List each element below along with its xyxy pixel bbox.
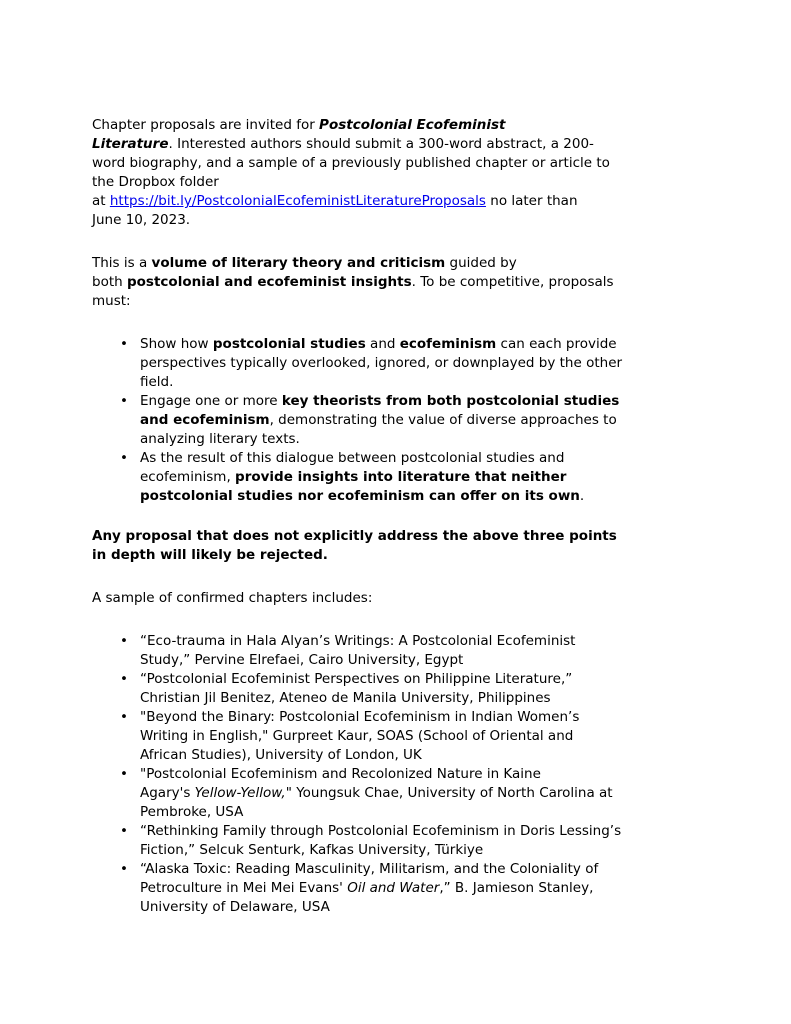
text-segment: Christian Jil Benitez, Ateneo de Manila University, Philippines <box>140 690 551 706</box>
chapters-list <box>92 632 737 917</box>
text-segment: Fiction,” Selcuk Senturk, Kafkas University, Türkiye <box>140 842 484 858</box>
dropbox-proposals-link[interactable]: https://bit.ly/PostcolonialEcofeministLiteratureProposals <box>109 193 486 209</box>
text-segment: ecofeminism <box>399 336 497 352</box>
text-segment: Chapter proposals are invited for <box>92 117 320 133</box>
text-segment: "Postcolonial Ecofeminism and Recolonized Nature in Kaine <box>140 766 541 782</box>
list-item <box>92 335 737 392</box>
text-segment: Postcolonial Ecofeminist <box>319 117 506 133</box>
warning-paragraph <box>92 527 737 565</box>
text-segment: word biography, and a sample of a previously published chapter or article to <box>92 155 610 171</box>
text-segment: Yellow-Yellow, <box>194 785 286 801</box>
text-segment: postcolonial studies nor ecofeminism can offer on its own <box>140 488 580 504</box>
list-item <box>92 765 737 822</box>
text-segment: Writing in English," Gurpreet Kaur, SOAS (School of Oriental and <box>140 728 574 744</box>
requirements-intro-paragraph <box>92 254 737 311</box>
text-segment: This is a <box>92 255 152 271</box>
text-segment: "Beyond the Binary: Postcolonial Ecofeminism in Indian Women’s <box>140 709 580 725</box>
list-item <box>92 449 737 506</box>
text-segment: key theorists from both postcolonial studies <box>281 393 620 409</box>
text-segment: field. <box>140 374 174 390</box>
list-item <box>92 670 737 708</box>
text-segment: Show how <box>140 336 213 352</box>
text-segment: ,” B. Jamieson Stanley, <box>439 880 594 896</box>
text-segment: June 10, 2023. <box>92 212 191 228</box>
text-segment: can each provide <box>496 336 617 352</box>
list-item <box>92 822 737 860</box>
text-segment: . <box>579 488 585 504</box>
text-segment: “Alaska Toxic: Reading Masculinity, Militarism, and the Coloniality of <box>140 861 599 877</box>
text-segment: Petroculture in Mei Mei Evans' <box>140 880 348 896</box>
text-segment: Study,” Pervine Elrefaei, Cairo University, Egypt <box>140 652 464 668</box>
text-segment: provide insights into literature that neither <box>235 469 567 485</box>
text-segment: no later than <box>485 193 578 209</box>
text-segment: at <box>92 193 110 209</box>
intro-paragraph <box>92 116 737 230</box>
text-segment: University of Delaware, USA <box>140 899 330 915</box>
text-segment: Pembroke, USA <box>140 804 244 820</box>
text-segment: postcolonial studies <box>212 336 366 352</box>
text-segment: “Postcolonial Ecofeminist Perspectives on Philippine Literature,” <box>140 671 573 687</box>
sample-intro-paragraph <box>92 589 737 608</box>
text-segment: A sample of confirmed chapters includes: <box>92 590 373 606</box>
text-segment: Literature <box>92 136 169 152</box>
text-segment: , demonstrating the value of diverse approaches to <box>269 412 617 428</box>
text-segment: . Interested authors should submit a 300-word abstract, a 200- <box>168 136 594 152</box>
list-item <box>92 708 737 765</box>
text-segment: Engage one or more <box>140 393 282 409</box>
text-segment: must: <box>92 293 131 309</box>
text-segment: ecofeminism, <box>140 469 236 485</box>
text-segment: postcolonial and ecofeminist insights <box>126 274 412 290</box>
text-segment: Agary's <box>140 785 195 801</box>
text-segment: guided by <box>445 255 517 271</box>
text-segment: African Studies), University of London, UK <box>140 747 422 763</box>
text-segment: volume of literary theory and criticism <box>151 255 446 271</box>
text-segment: Oil and Water <box>347 880 440 896</box>
list-item <box>92 632 737 670</box>
text-segment: both <box>92 274 127 290</box>
text-segment: “Eco-trauma in Hala Alyan’s Writings: A Postcolonial Ecofeminist <box>140 633 576 649</box>
text-segment: . To be competitive, proposals <box>411 274 614 290</box>
text-segment: in depth will likely be rejected. <box>92 547 328 563</box>
requirements-list <box>92 335 737 506</box>
list-item <box>92 392 737 449</box>
text-segment: analyzing literary texts. <box>140 431 300 447</box>
text-segment: " Youngsuk Chae, University of North Carolina at <box>285 785 613 801</box>
text-segment: perspectives typically overlooked, ignored, or downplayed by the other <box>140 355 623 371</box>
text-segment: the Dropbox folder <box>92 174 219 190</box>
text-segment: As the result of this dialogue between postcolonial studies and <box>140 450 565 466</box>
text-segment: “Rethinking Family through Postcolonial Ecofeminism in Doris Lessing’s <box>140 823 622 839</box>
list-item <box>92 860 737 917</box>
text-segment: and <box>365 336 400 352</box>
text-segment: Any proposal that does not explicitly address the above three points <box>92 528 617 544</box>
text-segment: and ecofeminism <box>140 412 270 428</box>
